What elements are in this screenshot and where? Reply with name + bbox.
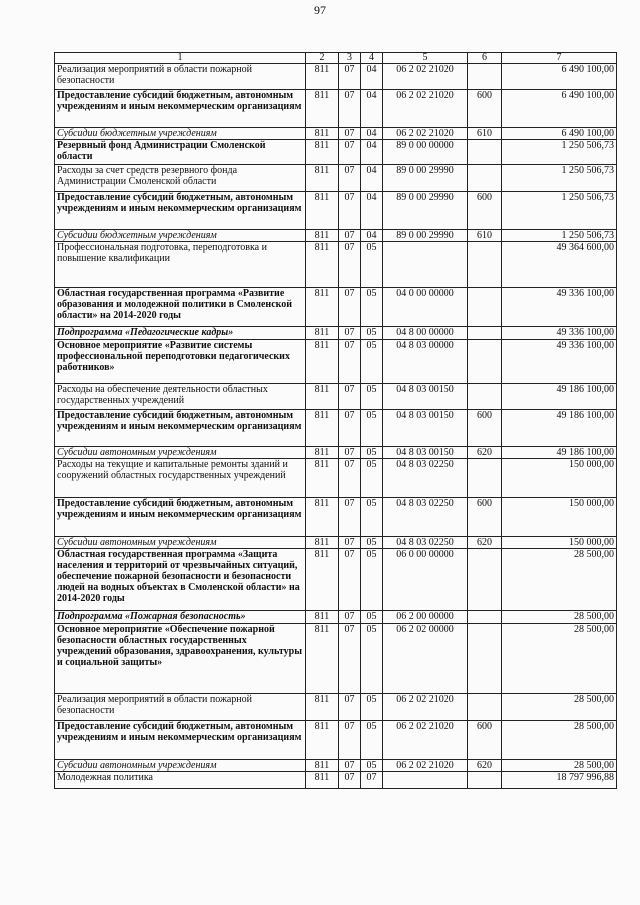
row-code-target: 06 2 02 21020 [383,760,468,772]
row-name: Реализация мероприятий в области пожарной безопасности [55,694,306,721]
row-code-admin: 811 [306,90,339,128]
row-code-expense-type [468,611,502,624]
row-name: Подпрограмма «Педагогические кадры» [55,327,306,340]
row-code-expense-type [468,694,502,721]
row-code-admin: 811 [306,498,339,537]
row-code-subsection: 07 [361,772,383,789]
row-name: Областная государственная программа «Защита населения и территорий от чрезвычайных ситуаций, обеспечение пожарной безопасности и безопасности людей на водных объектах в Смоленской области» на 2014-2020 годы [55,549,306,611]
row-name: Профессиональная подготовка, переподготовка и повышение квалификации [55,242,306,288]
table-row [55,242,617,288]
row-code-section: 07 [339,447,361,459]
row-code-admin: 811 [306,327,339,340]
row-code-admin: 811 [306,288,339,327]
row-code-expense-type: 600 [468,410,502,447]
row-code-section: 07 [339,340,361,384]
row-code-section: 07 [339,721,361,760]
row-code-target: 89 0 00 00000 [383,140,468,165]
row-amount: 6 490 100,00 [502,90,617,128]
column-header: 6 [468,53,502,64]
row-code-section: 07 [339,242,361,288]
row-code-expense-type: 620 [468,760,502,772]
row-name: Основное мероприятие «Обеспечение пожарной безопасности областных государственных учреждений образования, здравоохранения, культуры и социальной защиты» [55,624,306,694]
row-amount: 49 186 100,00 [502,447,617,459]
column-header: 2 [306,53,339,64]
row-amount: 49 336 100,00 [502,327,617,340]
row-name: Расходы за счет средств резервного фонда Администрации Смоленской области [55,165,306,192]
row-name: Основное мероприятие «Развитие системы профессиональной переподготовки педагогических работников» [55,340,306,384]
row-code-admin: 811 [306,760,339,772]
row-code-target: 04 8 00 00000 [383,327,468,340]
table-row [55,537,617,549]
row-code-target: 04 8 03 02250 [383,498,468,537]
row-amount: 150 000,00 [502,537,617,549]
row-code-subsection: 05 [361,537,383,549]
row-code-admin: 811 [306,611,339,624]
row-code-section: 07 [339,327,361,340]
row-code-subsection: 05 [361,694,383,721]
row-code-target: 89 0 00 29990 [383,230,468,242]
row-code-section: 07 [339,128,361,140]
row-code-admin: 811 [306,721,339,760]
row-code-subsection: 05 [361,447,383,459]
row-amount: 49 336 100,00 [502,288,617,327]
row-amount: 28 500,00 [502,760,617,772]
row-code-subsection: 05 [361,340,383,384]
table-row [55,447,617,459]
table-row [55,384,617,410]
row-code-subsection: 05 [361,242,383,288]
table-row [55,327,617,340]
row-code-target: 06 2 02 21020 [383,90,468,128]
row-name: Субсидии автономным учреждениям [55,537,306,549]
table-row [55,498,617,537]
row-code-expense-type [468,165,502,192]
row-code-target: 04 8 03 02250 [383,459,468,498]
row-code-expense-type [468,242,502,288]
row-amount: 28 500,00 [502,694,617,721]
row-code-admin: 811 [306,410,339,447]
row-code-subsection: 04 [361,165,383,192]
row-name: Расходы на обеспечение деятельности областных государственных учреждений [55,384,306,410]
row-code-subsection: 05 [361,760,383,772]
row-amount: 49 364 600,00 [502,242,617,288]
row-code-section: 07 [339,611,361,624]
row-name: Субсидии бюджетным учреждениям [55,230,306,242]
row-code-subsection: 04 [361,64,383,90]
table-row [55,64,617,90]
row-code-admin: 811 [306,64,339,90]
row-code-expense-type [468,340,502,384]
row-code-subsection: 04 [361,128,383,140]
row-code-target: 04 8 03 00150 [383,384,468,410]
row-code-target [383,242,468,288]
table-row [55,340,617,384]
row-code-section: 07 [339,760,361,772]
table-row [55,694,617,721]
table-row [55,549,617,611]
row-code-admin: 811 [306,549,339,611]
row-name: Предоставление субсидий бюджетным, автономным учреждениям и иным некоммерческим организациям [55,721,306,760]
table-row [55,624,617,694]
row-code-admin: 811 [306,242,339,288]
row-code-section: 07 [339,384,361,410]
table-row [55,165,617,192]
row-code-section: 07 [339,459,361,498]
row-code-subsection: 05 [361,327,383,340]
row-code-subsection: 05 [361,624,383,694]
table-row [55,128,617,140]
row-code-section: 07 [339,64,361,90]
row-amount: 1 250 506,73 [502,165,617,192]
column-header: 5 [383,53,468,64]
row-code-admin: 811 [306,447,339,459]
row-code-admin: 811 [306,192,339,230]
row-name: Предоставление субсидий бюджетным, автономным учреждениям и иным некоммерческим организациям [55,192,306,230]
row-code-admin: 811 [306,230,339,242]
row-name: Субсидии автономным учреждениям [55,447,306,459]
row-code-subsection: 05 [361,410,383,447]
row-code-section: 07 [339,624,361,694]
row-name: Субсидии автономным учреждениям [55,760,306,772]
row-code-subsection: 05 [361,459,383,498]
row-code-section: 07 [339,549,361,611]
row-code-subsection: 05 [361,498,383,537]
row-code-target: 04 8 03 00150 [383,447,468,459]
row-name: Предоставление субсидий бюджетным, автономным учреждениям и иным некоммерческим организациям [55,90,306,128]
row-name: Субсидии бюджетным учреждениям [55,128,306,140]
row-amount: 49 186 100,00 [502,410,617,447]
row-code-subsection: 04 [361,192,383,230]
table-header-row [55,53,617,64]
row-code-admin: 811 [306,165,339,192]
row-code-target: 06 0 00 00000 [383,549,468,611]
row-code-target: 89 0 00 29990 [383,192,468,230]
row-code-section: 07 [339,140,361,165]
row-code-target [383,772,468,789]
row-code-section: 07 [339,165,361,192]
row-amount: 28 500,00 [502,721,617,760]
row-code-section: 07 [339,498,361,537]
row-code-admin: 811 [306,340,339,384]
row-code-section: 07 [339,230,361,242]
row-code-section: 07 [339,90,361,128]
row-code-admin: 811 [306,384,339,410]
table-row [55,90,617,128]
row-code-section: 07 [339,772,361,789]
column-header: 1 [55,53,306,64]
row-code-expense-type [468,384,502,410]
row-code-expense-type [468,140,502,165]
row-amount: 1 250 506,73 [502,140,617,165]
row-code-target: 06 2 02 21020 [383,64,468,90]
row-amount: 28 500,00 [502,611,617,624]
row-code-admin: 811 [306,140,339,165]
row-amount: 28 500,00 [502,624,617,694]
row-amount: 150 000,00 [502,498,617,537]
table-row [55,772,617,789]
row-code-expense-type: 620 [468,447,502,459]
row-code-target: 06 2 02 21020 [383,694,468,721]
column-header: 7 [502,53,617,64]
row-code-expense-type [468,288,502,327]
row-code-expense-type: 610 [468,230,502,242]
row-code-section: 07 [339,537,361,549]
row-code-expense-type: 610 [468,128,502,140]
row-code-subsection: 05 [361,384,383,410]
row-code-expense-type [468,64,502,90]
row-code-expense-type: 600 [468,90,502,128]
row-amount: 49 186 100,00 [502,384,617,410]
row-code-expense-type: 600 [468,721,502,760]
row-code-admin: 811 [306,459,339,498]
column-header: 3 [339,53,361,64]
table-row [55,760,617,772]
row-amount: 150 000,00 [502,459,617,498]
row-amount: 1 250 506,73 [502,192,617,230]
table-row [55,721,617,760]
budget-table [54,52,617,789]
row-code-target: 06 2 02 21020 [383,721,468,760]
row-code-target: 04 0 00 00000 [383,288,468,327]
row-code-subsection: 05 [361,611,383,624]
row-code-subsection: 04 [361,140,383,165]
row-code-section: 07 [339,288,361,327]
row-amount: 49 336 100,00 [502,340,617,384]
table-row [55,192,617,230]
table-row [55,410,617,447]
row-code-expense-type: 620 [468,537,502,549]
row-code-target: 04 8 03 00150 [383,410,468,447]
page-number: 97 [314,3,326,17]
row-name: Предоставление субсидий бюджетным, автономным учреждениям и иным некоммерческим организациям [55,410,306,447]
table-row [55,611,617,624]
table-row [55,459,617,498]
row-code-target: 04 8 03 02250 [383,537,468,549]
row-code-expense-type: 600 [468,192,502,230]
row-code-subsection: 05 [361,721,383,760]
row-code-admin: 811 [306,694,339,721]
row-amount: 6 490 100,00 [502,128,617,140]
row-code-target: 89 0 00 29990 [383,165,468,192]
row-code-expense-type: 600 [468,498,502,537]
row-code-subsection: 05 [361,288,383,327]
column-header: 4 [361,53,383,64]
row-code-admin: 811 [306,128,339,140]
row-code-expense-type [468,549,502,611]
row-amount: 28 500,00 [502,549,617,611]
row-code-subsection: 04 [361,230,383,242]
row-code-expense-type [468,459,502,498]
row-code-subsection: 05 [361,549,383,611]
row-name: Предоставление субсидий бюджетным, автономным учреждениям и иным некоммерческим организациям [55,498,306,537]
row-name: Резервный фонд Администрации Смоленской области [55,140,306,165]
table-row [55,230,617,242]
row-code-target: 06 2 02 00000 [383,624,468,694]
row-name: Реализация мероприятий в области пожарной безопасности [55,64,306,90]
row-code-target: 06 2 00 00000 [383,611,468,624]
table-row [55,140,617,165]
row-code-expense-type [468,624,502,694]
row-code-expense-type [468,772,502,789]
row-name: Областная государственная программа «Развитие образования и молодежной политики в Смоленской области» на 2014-2020 годы [55,288,306,327]
row-name: Подпрограмма «Пожарная безопасность» [55,611,306,624]
row-code-admin: 811 [306,624,339,694]
row-code-admin: 811 [306,537,339,549]
row-code-subsection: 04 [361,90,383,128]
row-amount: 6 490 100,00 [502,64,617,90]
row-code-section: 07 [339,192,361,230]
row-code-admin: 811 [306,772,339,789]
row-code-target: 06 2 02 21020 [383,128,468,140]
row-amount: 18 797 996,88 [502,772,617,789]
row-name: Молодежная политика [55,772,306,789]
row-code-expense-type [468,327,502,340]
row-amount: 1 250 506,73 [502,230,617,242]
row-code-target: 04 8 03 00000 [383,340,468,384]
row-code-section: 07 [339,694,361,721]
row-name: Расходы на текущие и капитальные ремонты зданий и сооружений областных государственных учреждений [55,459,306,498]
row-code-section: 07 [339,410,361,447]
table-row [55,288,617,327]
